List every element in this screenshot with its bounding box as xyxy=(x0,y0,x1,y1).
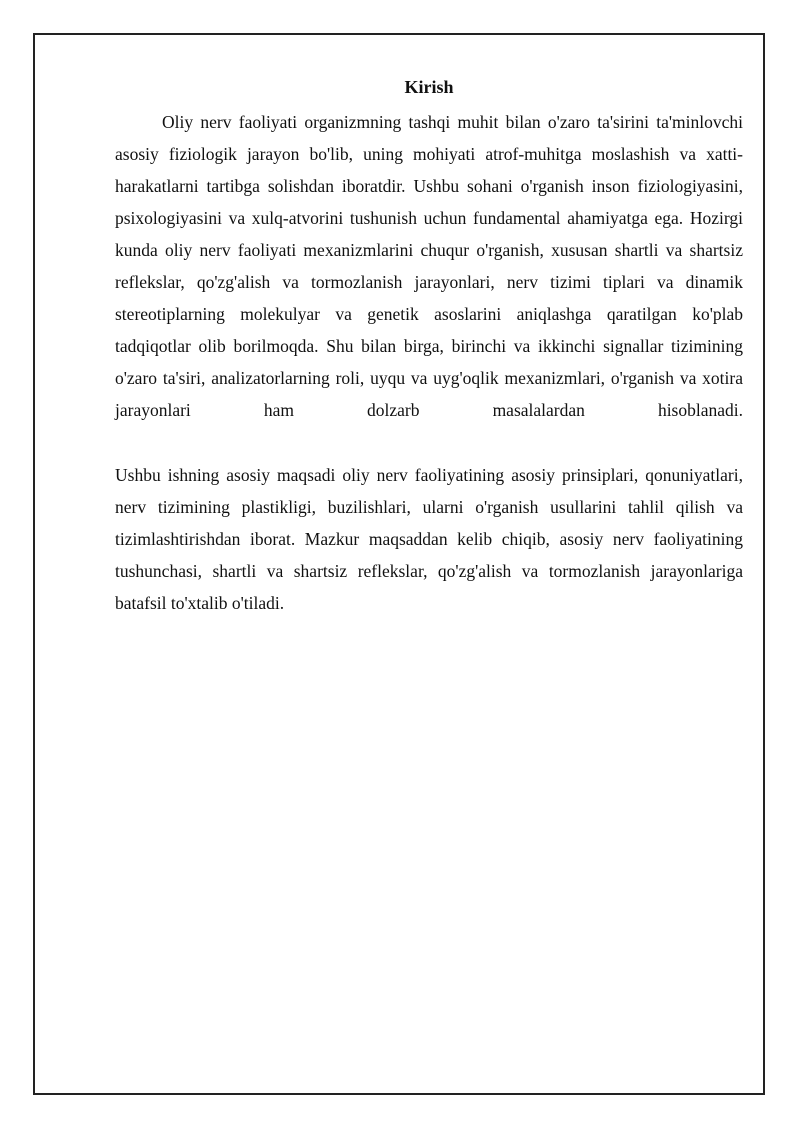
paragraph-spacer xyxy=(115,426,743,459)
paragraph-introduction: Oliy nerv faoliyati organizmning tashqi muhit bilan o'zaro ta'sirini ta'minlovchi asosiy fiziologik jarayon bo'lib, uning mohiyati atrof-muhitga moslashish va xatti-harakatlarni tartibga solishdan iboratdir. Ushbu sohani o'rganish inson fiziologiyasini, psixologiyasini va xulq-atvorini tushunish uchun fundamental ahamiyatga ega. Hozirgi kunda oliy nerv faoliyati mexanizmlarini chuqur o'rganish, xususan shartli va shartsiz reflekslar, qo'zg'alish va tormozlanish jarayonlari, nerv tizimi tiplari va dinamik stereotiplarning molekulyar va genetik asoslarini aniqlashga qaratilgan ko'plab tadqiqotlar olib borilmoqda. Shu bilan birga, birinchi va ikkinchi signallar tizimining o'zaro ta'siri, analizatorlarning roli, uyqu va uyg'oqlik mexanizmlari, o'rganish va xotira jarayonlari ham dolzarb masalalardan hisoblanadi. xyxy=(115,112,743,420)
document-title: Kirish xyxy=(404,77,454,97)
document-body xyxy=(115,68,743,619)
paragraph-purpose: Ushbu ishning asosiy maqsadi oliy nerv faoliyatining asosiy prinsiplari, qonuniyatlari, nerv tizimining plastikligi, buzilishlari, ularni o'rganish usullarini tahlil qilish va tizimlashtirishdan iborat. Mazkur maqsaddan kelib chiqib, asosiy nerv faoliyatining tushunchasi, shartli va shartsiz reflekslar, qo'zg'alish va tormozlanish jarayonlariga batafsil to'xtalib o'tiladi. xyxy=(115,465,743,613)
